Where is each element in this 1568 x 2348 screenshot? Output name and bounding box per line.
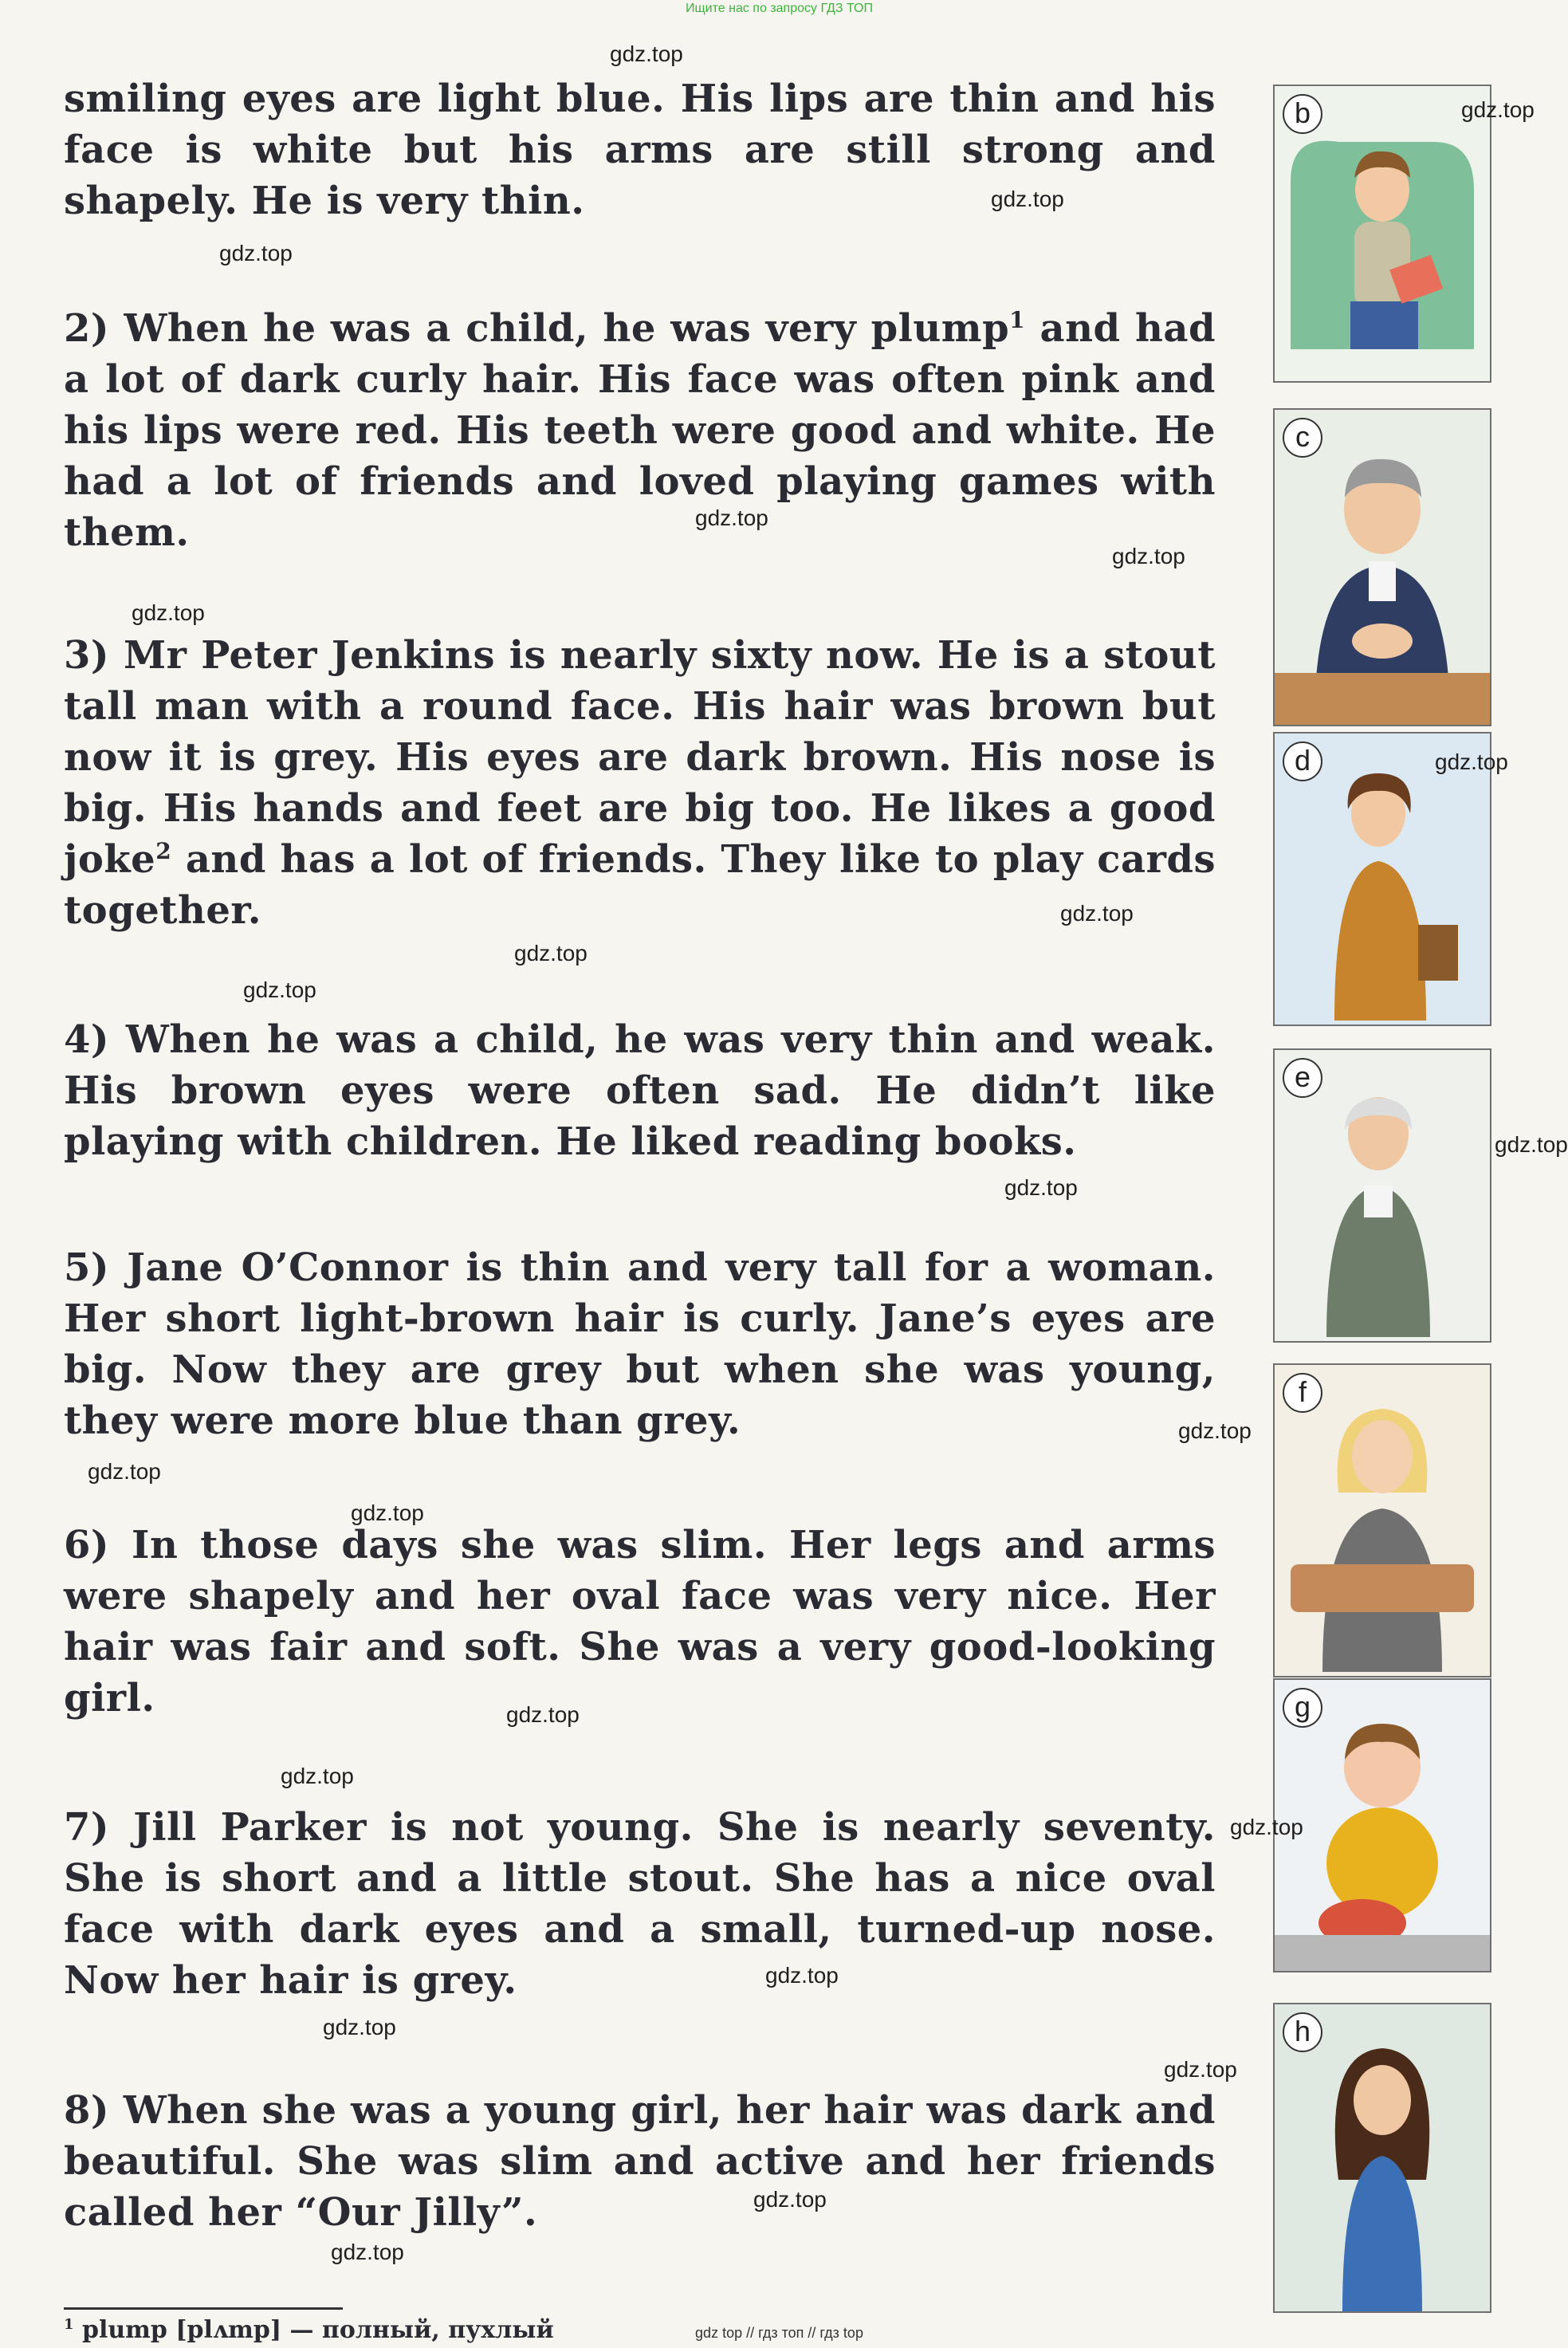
paragraph-8: 8) When she was a young girl, her hair was dark and beautiful. She was slim and active and her friends called her “Our Jilly”. [64, 2088, 1216, 2235]
watermark: gdz.top [1461, 97, 1535, 122]
picture-d [1273, 732, 1491, 1026]
watermark: gdz.top [765, 1963, 839, 1988]
paragraph-7: 7) Jill Parker is not young. She is nearly seventy. She is short and a little stout. She has a nice oval face with dark eyes and a small, turned-up nose. Now her hair is grey. [64, 1805, 1216, 2003]
header-note: Ищите нас по запросу ГДЗ ТОП [686, 2, 873, 15]
watermark: gdz.top [506, 1702, 580, 1727]
picture-label-c: c [1283, 418, 1322, 458]
paragraph-2 [64, 303, 1216, 558]
picture-label-e: e [1283, 1058, 1322, 1098]
watermark: gdz.top [1230, 1815, 1303, 1839]
picture-label-h: h [1283, 2012, 1322, 2052]
picture-label-f: f [1283, 1373, 1322, 1413]
paragraph-1: smiling eyes are light blue. His lips are thin and his face is white but his arms are still strong and shapely. He is very thin. [64, 77, 1216, 223]
footnote-ref-2: 2 [155, 838, 172, 864]
paragraph-5: 5) Jane O’Connor is thin and very tall for a woman. Her short light-brown hair is curly. Jane’s eyes are big. Now they are grey but when she was young, they were more blue than grey. [64, 1245, 1216, 1443]
picture-b [1273, 85, 1491, 383]
watermark: gdz.top [281, 1764, 354, 1788]
bottom-note: gdz top // гдз топ // гдз top [695, 2325, 863, 2341]
footnote-rule [64, 2307, 343, 2310]
paragraph-3 [64, 630, 1216, 936]
watermark: gdz.top [753, 2187, 827, 2212]
watermark: gdz.top [219, 241, 293, 265]
watermark: gdz.top [610, 41, 683, 66]
picture-g [1273, 1678, 1491, 1972]
watermark: gdz.top [331, 2240, 404, 2264]
picture-c [1273, 408, 1491, 726]
watermark: gdz.top [1495, 1132, 1568, 1157]
footnote-number: 1 [64, 2316, 74, 2333]
picture-e [1273, 1048, 1491, 1343]
watermark: gdz.top [132, 600, 205, 625]
watermark: gdz.top [88, 1459, 161, 1484]
paragraph-4: 4) When he was a child, he was very thin and weak. His brown eyes were often sad. He didn’t like playing with children. He liked reading books. [64, 1017, 1216, 1164]
watermark: gdz.top [243, 977, 316, 1002]
paragraph-3-text-b: and has a lot of friends. They like to play cards together. [64, 837, 1216, 933]
watermark: gdz.top [351, 1500, 424, 1525]
watermark: gdz.top [514, 941, 588, 966]
watermark: gdz.top [1112, 544, 1185, 568]
paragraph-3-text-a: 3) Mr Peter Jenkins is nearly sixty now. He is a stout tall man with a round face. His hair was brown but now it is grey. His eyes are dark brown. His nose is big. His hands and feet are big too. He likes a good joke [64, 633, 1216, 882]
picture-label-b: b [1283, 94, 1322, 134]
footnote-text: plump [plʌmp] — полный, пухлый [81, 2316, 554, 2344]
picture-label-g: g [1283, 1688, 1322, 1728]
watermark: gdz.top [1164, 2057, 1237, 2082]
picture-label-d: d [1283, 741, 1322, 781]
watermark: gdz.top [695, 505, 768, 530]
watermark: gdz.top [1435, 749, 1508, 774]
paragraph-2-text-b: and had a lot of dark curly hair. His face was often pink and his lips were red. His teeth were good and white. He had a lot of friends and loved playing games with them. [64, 306, 1216, 555]
watermark: gdz.top [991, 187, 1064, 211]
watermark: gdz.top [1004, 1175, 1078, 1200]
watermark: gdz.top [323, 2015, 396, 2039]
paragraph-2-text-a: 2) When he was a child, he was very plump [64, 306, 1010, 351]
picture-h [1273, 2003, 1491, 2313]
footnote-ref-1: 1 [1009, 307, 1026, 333]
paragraph-6: 6) In those days she was slim. Her legs and arms were shapely and her oval face was very nice. Her hair was fair and soft. She was a very good-looking girl. [64, 1523, 1216, 1721]
picture-f [1273, 1363, 1491, 1677]
watermark: gdz.top [1178, 1418, 1252, 1443]
watermark: gdz.top [1060, 901, 1134, 926]
